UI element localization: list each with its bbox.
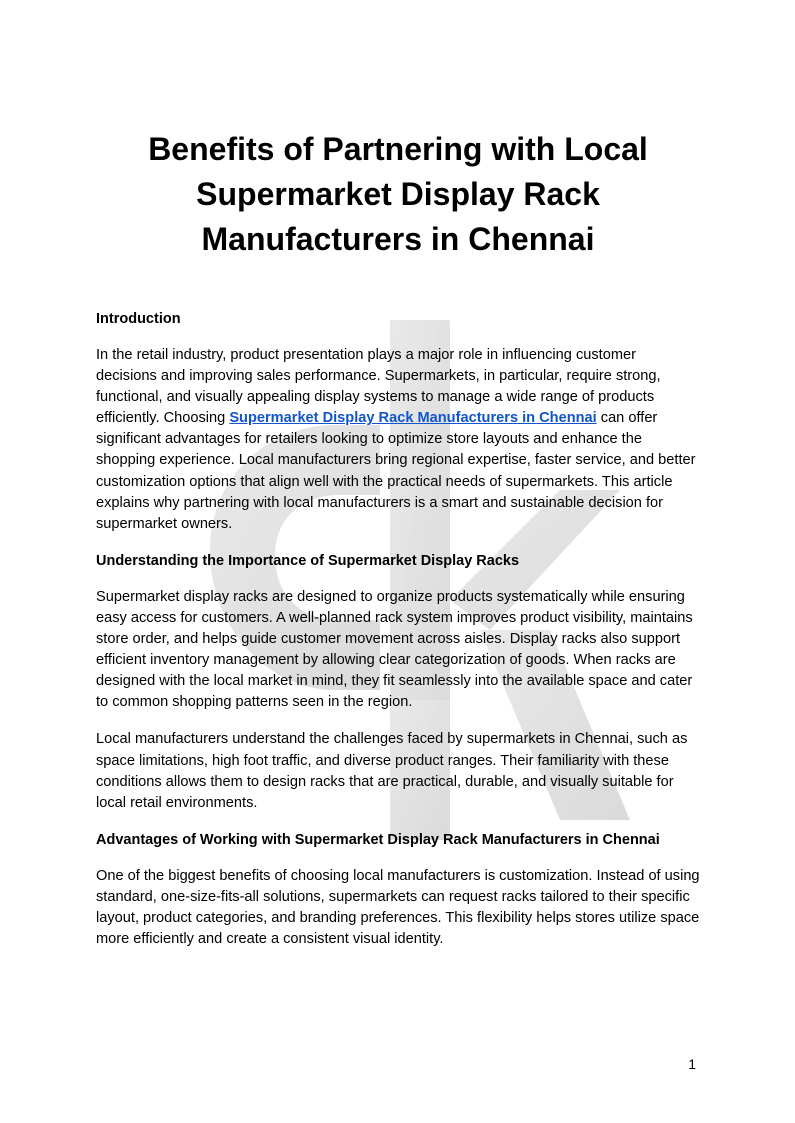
paragraph: One of the biggest benefits of choosing local manufacturers is customization. Instead of using standard, one-size-fits-all solutions, supermarkets can request racks tailored to their specific layout, product categories, and branding preferences. This flexibility helps stores utilize space more efficiently and create a consistent visual identity. (96, 867, 700, 948)
paragraph: Local manufacturers understand the challenges faced by supermarkets in Chennai, such as space limitations, high foot traffic, and diverse product ranges. Their familiarity with these conditions allows them to design racks that are practical, durable, and visually suitable for local retail environments. (96, 731, 688, 811)
document-body (96, 127, 700, 950)
section-heading: Introduction (96, 311, 181, 327)
section-advantages (96, 830, 700, 950)
supermarket-display-rack-manufacturers-link[interactable]: Supermarket Display Rack Manufacturers in Chennai (229, 410, 597, 427)
section-heading: Advantages of Working with Supermarket Display Rack Manufacturers in Chennai (96, 831, 660, 848)
section-introduction (96, 309, 700, 535)
section-importance (96, 551, 700, 814)
paragraph-text: can offer significant advantages for retailers looking to optimize store layouts and enhance the shopping experience. Local manufacturers bring regional expertise, faster service, and better customization options that align well with the practical needs of supermarkets. This article explains why partnering with local manufacturers is a smart and sustainable decision for supermarket owners. (96, 410, 696, 532)
paragraph-text: In the retail industry, product presentation plays a major role in influencing customer decisions and improving sales performance. Supermarkets, in particular, require strong, functional, and visually appealing display systems to manage a wide range of products efficiently. Choosing (96, 347, 661, 427)
document-title: Benefits of Partnering with Local Supermarket Display Rack Manufacturers in Chennai (148, 131, 648, 257)
paragraph: Supermarket display racks are designed to organize products systematically while ensuring easy access for customers. A well-planned rack system improves product visibility, maintains store order, and helps guide customer movement across aisles. Display racks also support efficient inventory management by allowing clear categorization of goods. When racks are designed with the local market in mind, they fit seamlessly into the available space and cater to common shopping patterns seen in the region. (96, 588, 693, 711)
paragraph (96, 345, 700, 535)
section-heading: Understanding the Importance of Supermarket Display Racks (96, 552, 520, 569)
page-number: 1 (688, 1056, 696, 1072)
